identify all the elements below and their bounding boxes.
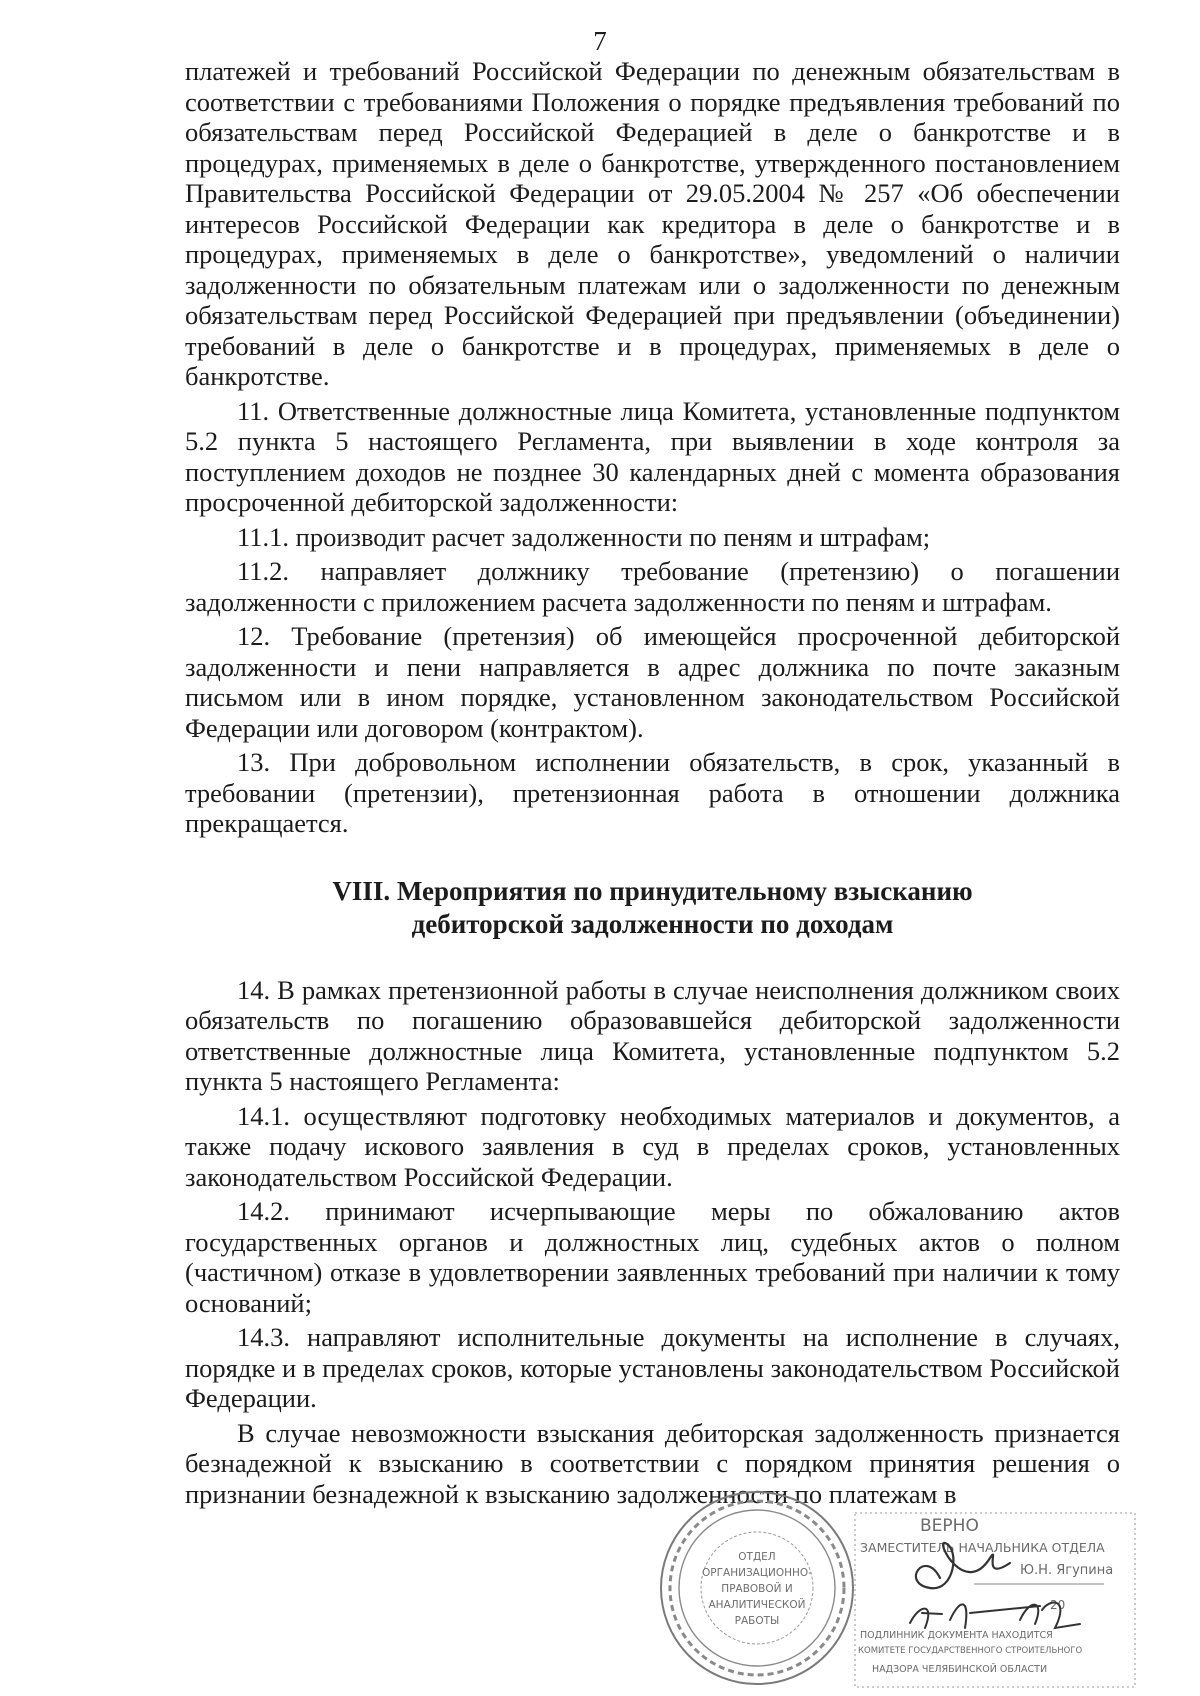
paragraph-14-1: 14.1. осуществляют подготовку необходимых материалов и документов, а также подачу искового заявления в суд в пределах сроков, установленных законодательством Российской Федерации.: [185, 1100, 1120, 1192]
cert-date-year: 20: [1050, 1598, 1066, 1612]
seal-text-line: АНАЛИТИЧЕСКОЙ: [708, 1599, 806, 1611]
section-heading-line-1: VIII. Мероприятия по принудительному взысканию: [332, 875, 973, 906]
paragraph-11-2: 11.2. направляет должнику требование (претензию) о погашении задолженности с приложением расчета задолженности по пеням и штрафам.: [185, 556, 1120, 617]
paragraph-11: 11. Ответственные должностные лица Комитета, установленные подпунктом 5.2 пункта 5 настоящего Регламента, при выявлении в ходе контроля за поступлением доходов не позднее 30 календарных дней с момента образования просроченной дебиторской задолженности:: [185, 395, 1120, 517]
document-body: [185, 56, 1120, 1509]
section-heading: [185, 875, 1120, 941]
paragraph-14: 14. В рамках претензионной работы в случае неисполнения должником своих обязательств по погашению образовавшейся дебиторской задолженности ответственные должностные лица Комитета, установленные подпунктом 5.2 пункта 5 настоящего Регламента:: [185, 974, 1120, 1096]
paragraph-unrecoverable: В случае невозможности взыскания дебиторская задолженность признается безнадежной к взысканию в соответствии с порядком принятия решения о признании безнадежной к взысканию задолженности по платежам в: [185, 1417, 1120, 1509]
cert-verified-label: ВЕРНО: [920, 1516, 979, 1536]
page-number: 7: [593, 26, 607, 56]
cert-committee: КОМИТЕТЕ ГОСУДАРСТВЕННОГО СТРОИТЕЛЬНОГО: [858, 1646, 1083, 1656]
cert-region: НАДЗОРА ЧЕЛЯБИНСКОЙ ОБЛАСТИ: [872, 1664, 1048, 1675]
section-heading-line-2: дебиторской задолженности по доходам: [411, 908, 894, 939]
seal-text-line: РАБОТЫ: [734, 1615, 780, 1627]
cert-position: ЗАМЕСТИТЕЛЬ НАЧАЛЬНИКА ОТДЕЛА: [860, 1540, 1105, 1555]
paragraph-continued: платежей и требований Российской Федерации по денежным обязательствам в соответствии с требованиями Положения о порядке предъявления требований по обязательствам перед Российской Федерацией в деле о банкротстве и в процедурах, применяемых в деле о банкротстве, утвержденного постановлением Правительства Российской Федерации от 29.05.2004 № 257 «Об обеспечении интересов Российской Федерации как кредитора в деле о банкротстве и в процедурах, применяемых в деле о банкротстве», уведомлений о наличии задолженности по обязательным платежам или о задолженности по денежным обязательствам перед Российской Федерацией при предъявлении (объединении) требований в деле о банкротстве и в процедурах, применяемых в деле о банкротстве.: [185, 56, 1120, 391]
paragraph-12: 12. Требование (претензия) об имеющейся просроченной дебиторской задолженности и пени направляется в адрес должника по почте заказным письмом или в ином порядке, установленном законодательством Российской Федерации или договором (контрактом).: [185, 621, 1120, 743]
cert-name: Ю.Н. Ягупина: [1020, 1563, 1114, 1578]
seal-text-line: ОТДЕЛ: [738, 1551, 776, 1563]
paragraph-14-3: 14.3. направляют исполнительные документы на исполнение в случаях, порядке и в пределах сроков, которые установлены законодательством Российской Федерации.: [185, 1322, 1120, 1413]
paragraph-14-2: 14.2. принимают исчерпывающие меры по обжалованию актов государственных органов и должностных лиц, судебных актов о полном (частичном) отказе в удовлетворении заявленных требований при наличии к тому оснований;: [185, 1196, 1120, 1318]
handwritten-signature: [870, 1528, 1100, 1648]
seal-text-line: ОРГАНИЗАЦИОННО-: [702, 1567, 812, 1579]
seal-inner-text: [702, 1551, 812, 1627]
official-seal-stamp: [645, 1488, 875, 1688]
cert-original-location: ПОДЛИННИК ДОКУМЕНТА НАХОДИТСЯ: [860, 1630, 1053, 1641]
paragraph-11-1: 11.1. производит расчет задолженности по пеням и штрафам;: [237, 521, 931, 552]
seal-text-line: ПРАВОВОЙ И: [721, 1583, 793, 1595]
paragraph-13: 13. При добровольном исполнении обязательств, в срок, указанный в требовании (претензии), претензионная работа в отношении должника прекращается.: [185, 747, 1120, 838]
